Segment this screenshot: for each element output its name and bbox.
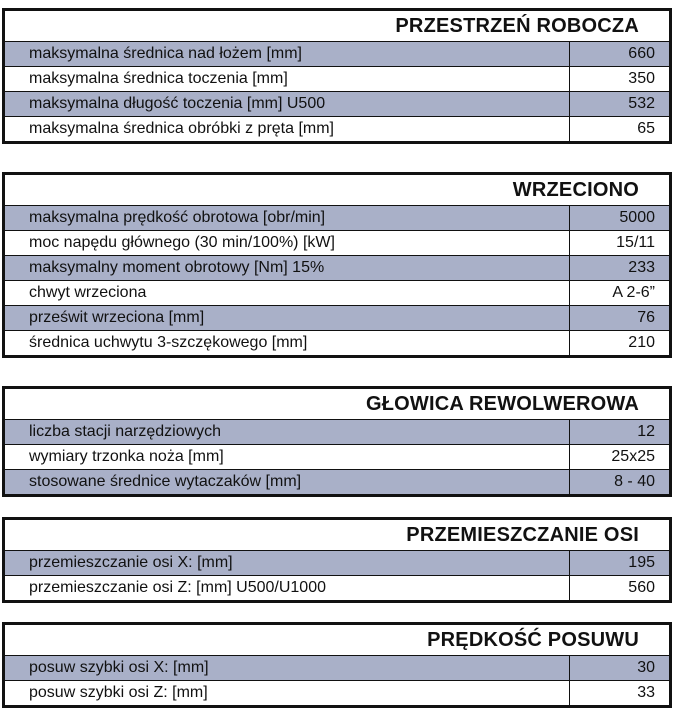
row-label: posuw szybki osi X: [mm] — [29, 659, 209, 676]
section-title: PRZESTRZEŃ ROBOCZA — [395, 15, 639, 37]
section-title: GŁOWICA REWOLWEROWA — [365, 393, 639, 415]
row-value: 5000 — [569, 206, 669, 230]
section-title: PRZEMIESZCZANIE OSI — [406, 524, 639, 546]
row-value: 15/11 — [569, 231, 669, 255]
row-value: 660 — [569, 42, 669, 66]
table-row — [5, 655, 669, 680]
row-label: liczba stacji narzędziowych — [29, 423, 222, 440]
row-value: 25x25 — [569, 445, 669, 469]
table-row — [5, 255, 669, 280]
table-row — [5, 305, 669, 330]
row-value: 30 — [569, 656, 669, 680]
row-label: maksymalna średnica toczenia [mm] — [29, 70, 288, 87]
row-value: 65 — [569, 117, 669, 141]
table-row — [5, 41, 669, 66]
table-row — [5, 680, 669, 705]
table-row — [5, 575, 669, 600]
row-value: 210 — [569, 331, 669, 355]
row-value: 233 — [569, 256, 669, 280]
row-label: chwyt wrzeciona — [29, 284, 147, 301]
section-predkosc-posuwu — [2, 622, 672, 708]
section-przemieszczanie-osi — [2, 517, 672, 603]
row-value: 12 — [569, 420, 669, 444]
section-title: PRĘDKOŚĆ POSUWU — [427, 629, 639, 651]
section-title: WRZECIONO — [512, 179, 639, 201]
table-row — [5, 280, 669, 305]
section-glowica-rewolwerowa — [2, 386, 672, 497]
section-wrzeciono — [2, 172, 672, 358]
row-value: A 2-6” — [569, 281, 669, 305]
section-przestrzen-robocza — [2, 8, 672, 144]
table-row — [5, 116, 669, 141]
row-value: 350 — [569, 67, 669, 91]
row-label: przemieszczanie osi Z: [mm] U500/U1000 — [29, 579, 326, 596]
row-value: 560 — [569, 576, 669, 600]
table-row — [5, 419, 669, 444]
row-label: maksymalna średnica obróbki z pręta [mm] — [29, 120, 334, 137]
row-label: maksymalna średnica nad łożem [mm] — [29, 45, 302, 62]
row-label: wymiary trzonka noża [mm] — [29, 448, 224, 465]
row-label: moc napędu głównego (30 min/100%) [kW] — [29, 234, 335, 251]
row-value: 33 — [569, 681, 669, 705]
row-label: maksymalna długość toczenia [mm] U500 — [29, 95, 326, 112]
table-row — [5, 91, 669, 116]
table-row — [5, 66, 669, 91]
row-value: 195 — [569, 551, 669, 575]
table-row — [5, 550, 669, 575]
row-value: 532 — [569, 92, 669, 116]
row-label: przemieszczanie osi X: [mm] — [29, 554, 233, 571]
row-value: 8 - 40 — [569, 470, 669, 494]
row-label: stosowane średnice wytaczaków [mm] — [29, 473, 302, 490]
row-label: średnica uchwytu 3-szczękowego [mm] — [29, 334, 308, 351]
table-row — [5, 230, 669, 255]
row-label: posuw szybki osi Z: [mm] — [29, 684, 208, 701]
row-value: 76 — [569, 306, 669, 330]
table-row — [5, 469, 669, 494]
row-label: prześwit wrzeciona [mm] — [29, 309, 205, 326]
table-row — [5, 330, 669, 355]
table-row — [5, 205, 669, 230]
table-row — [5, 444, 669, 469]
row-label: maksymalna prędkość obrotowa [obr/min] — [29, 209, 326, 226]
row-label: maksymalny moment obrotowy [Nm] 15% — [29, 259, 325, 276]
